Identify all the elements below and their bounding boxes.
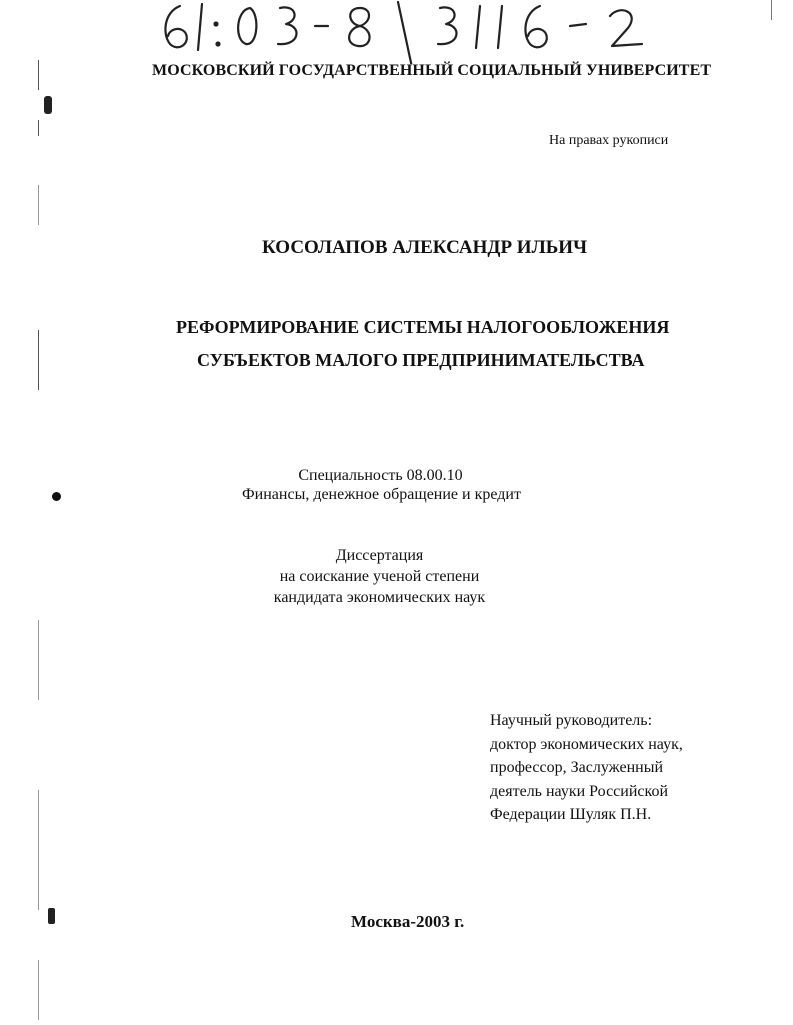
binding-hole-mark [52, 492, 61, 501]
binding-hole-mark [44, 96, 52, 114]
thesis-title-line-1: РЕФОРМИРОВАНИЕ СИСТЕМЫ НАЛОГООБЛОЖЕНИЯ [176, 317, 670, 337]
rights-notice: На правах рукописи [549, 133, 669, 148]
scan-edge-line [38, 185, 39, 225]
supervisor-line: Федерации Шуляк П.Н. [490, 806, 652, 823]
supervisor-line: профессор, Заслуженный [490, 759, 664, 776]
dissertation-label: Диссертация [335, 547, 424, 564]
scan-edge-line [38, 330, 39, 390]
scan-edge-line [38, 790, 39, 910]
scan-edge-line [771, 0, 772, 20]
handwritten-archive-number [150, 0, 670, 64]
scan-edge-line [38, 620, 39, 700]
supervisor-line: деятель науки Российской [490, 782, 669, 800]
scan-edge-line [38, 960, 39, 1020]
dissertation-degree-field: кандидата экономических наук [273, 589, 486, 606]
specialty-name: Финансы, денежное обращение и кредит [242, 486, 521, 503]
binding-hole-mark [48, 908, 55, 924]
scan-edge-line [38, 120, 39, 136]
author-name: КОСОЛАПОВ АЛЕКСАНДР ИЛЬИЧ [262, 237, 588, 258]
dissertation-degree-line: на соискание ученой степени [279, 568, 480, 585]
supervisor-block [490, 709, 683, 827]
city-year: Москва-2003 г. [351, 912, 465, 931]
university-name: МОСКОВСКИЙ ГОСУДАРСТВЕННЫЙ СОЦИАЛЬНЫЙ УНИВЕРСИТЕТ [152, 62, 712, 79]
supervisor-line: Научный руководитель: [490, 712, 653, 729]
specialty-code: Специальность 08.00.10 [298, 467, 463, 484]
supervisor-line: доктор экономических наук, [490, 735, 683, 753]
scan-edge-line [38, 60, 39, 90]
thesis-title-line-2: СУБЪЕКТОВ МАЛОГО ПРЕДПРИНИМАТЕЛЬСТВА [197, 350, 645, 370]
